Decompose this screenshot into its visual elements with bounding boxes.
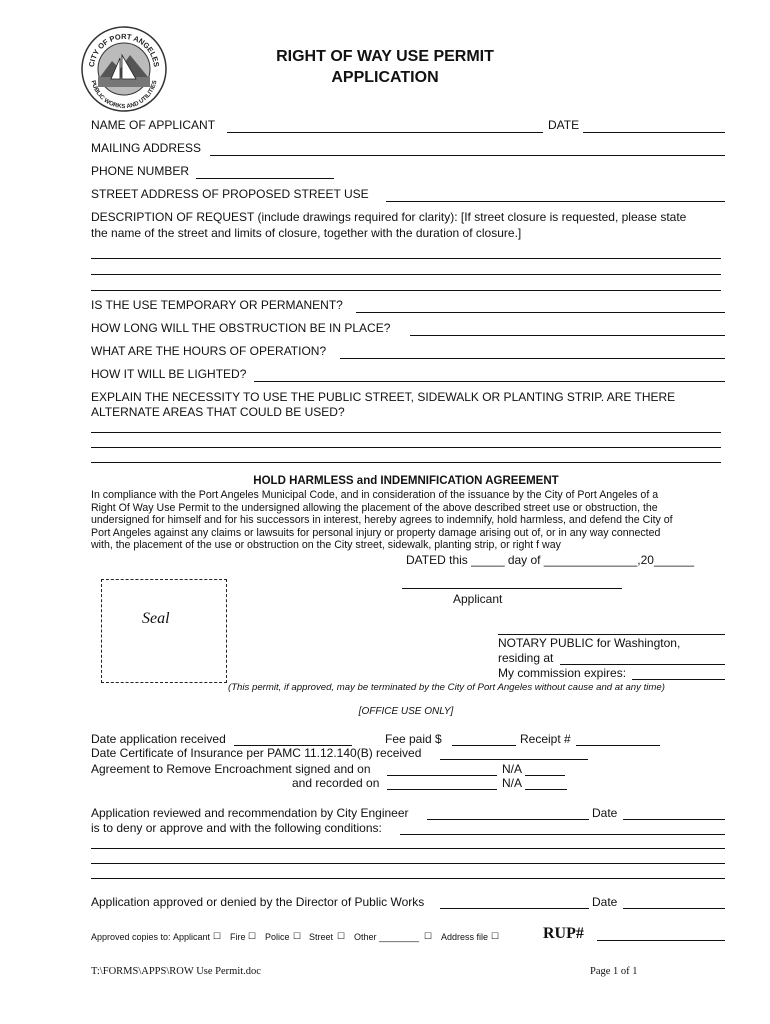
agreement-line-1: In compliance with the Port Angeles Municipal Code, and in consideration of the issuance by the City of Port Angeles of a xyxy=(91,489,659,501)
agreement-line-4: Port Angeles against any claims or lawsuits for personal injury or property damage arising out of, or in any way connected xyxy=(91,526,661,539)
description-field-line3[interactable] xyxy=(91,290,721,291)
description-label-line2: the name of the street and limits of closure, together with the duration of closure.] xyxy=(91,226,522,240)
seal-label: Seal xyxy=(142,610,170,627)
copy-police-checkbox[interactable]: ☐ xyxy=(293,931,302,941)
receipt-label: Receipt # xyxy=(520,732,571,746)
deny-approve-label: is to deny or approve and with the following conditions: xyxy=(91,821,382,835)
phone-label: PHONE NUMBER xyxy=(91,164,190,178)
applicant-label: Applicant xyxy=(453,592,503,606)
rup-label: RUP# xyxy=(543,925,584,942)
agreement-text xyxy=(91,489,731,552)
logo-ring-top: CITY OF PORT ANGELES xyxy=(87,31,161,68)
notary-signature-field[interactable] xyxy=(498,634,725,635)
conditions-field-line4[interactable] xyxy=(91,878,725,879)
date-label: DATE xyxy=(548,118,580,132)
street-field[interactable] xyxy=(386,201,725,202)
hours-field[interactable] xyxy=(340,358,725,359)
copy-applicant-checkbox[interactable]: ☐ xyxy=(213,931,222,941)
name-label: NAME OF APPLICANT xyxy=(91,118,216,132)
reviewed-label: Application reviewed and recommendation by City Engineer xyxy=(91,806,409,820)
notary-residing-label: residing at xyxy=(498,651,554,665)
office-use-heading: [OFFICE USE ONLY] xyxy=(358,706,454,717)
copy-address-file-checkbox[interactable]: ☐ xyxy=(491,931,500,941)
description-field-line1[interactable] xyxy=(91,258,721,259)
copy-other-label: Other ________ xyxy=(354,932,420,942)
na-label-1: N/A xyxy=(502,762,523,776)
explain-field-line3[interactable] xyxy=(91,462,721,463)
copy-fire-label: Fire xyxy=(230,932,246,942)
footer-file-path: T:\FORMS\APPS\ROW Use Permit.doc xyxy=(91,966,261,977)
how-long-field[interactable] xyxy=(410,335,725,336)
copy-fire-checkbox[interactable]: ☐ xyxy=(248,931,257,941)
form-title-line2: APPLICATION xyxy=(331,69,439,86)
recorded-on-label: and recorded on xyxy=(292,776,380,790)
description-field-line2[interactable] xyxy=(91,274,721,275)
explain-label-line1: EXPLAIN THE NECESSITY TO USE THE PUBLIC STREET, SIDEWALK OR PLANTING STRIP. ARE THERE xyxy=(91,390,676,404)
copy-other-checkbox[interactable]: ☐ xyxy=(424,931,433,941)
conditions-field-line3[interactable] xyxy=(91,863,725,864)
copy-street-checkbox[interactable]: ☐ xyxy=(337,931,346,941)
conditions-field-line2[interactable] xyxy=(91,848,725,849)
certificate-field[interactable] xyxy=(440,759,588,760)
conditions-field-line1[interactable] xyxy=(400,834,725,835)
disclaimer-text: (This permit, if approved, may be terminated by the City of Port Angeles without cause and at any time) xyxy=(228,682,665,693)
na-field-2[interactable] xyxy=(525,789,567,790)
lighted-field[interactable] xyxy=(254,381,725,382)
mailing-field[interactable] xyxy=(210,155,725,156)
dated-line: DATED this _____ day of ______________,20______ xyxy=(406,553,695,567)
agreement-heading: HOLD HARMLESS and INDEMNIFICATION AGREEMENT xyxy=(253,475,559,487)
name-field[interactable] xyxy=(227,132,543,133)
temporary-field[interactable] xyxy=(356,312,725,313)
approved-by-field[interactable] xyxy=(440,908,589,909)
reviewed-field[interactable] xyxy=(427,819,589,820)
street-label: STREET ADDRESS OF PROPOSED STREET USE xyxy=(91,187,369,201)
lighted-label: HOW IT WILL BE LIGHTED? xyxy=(91,367,247,381)
approved-date-field[interactable] xyxy=(623,908,725,909)
date-received-label: Date application received xyxy=(91,732,226,746)
na-label-2: N/A xyxy=(502,776,523,790)
form-title-line1: RIGHT OF WAY USE PERMIT xyxy=(276,48,494,65)
agreement-signed-label: Agreement to Remove Encroachment signed and on xyxy=(91,762,371,776)
phone-field[interactable] xyxy=(196,178,334,179)
temporary-label: IS THE USE TEMPORARY OR PERMANENT? xyxy=(91,298,343,312)
recorded-on-field[interactable] xyxy=(387,789,497,790)
approved-copies-label: Approved copies to: xyxy=(91,932,171,942)
fee-paid-field[interactable] xyxy=(452,745,516,746)
date-field[interactable] xyxy=(583,132,725,133)
seal-box xyxy=(101,579,227,683)
explain-field-line2[interactable] xyxy=(91,447,721,448)
copy-street-label: Street xyxy=(309,932,334,942)
approved-by-label: Application approved or denied by the Director of Public Works xyxy=(91,895,425,909)
how-long-label: HOW LONG WILL THE OBSTRUCTION BE IN PLACE? xyxy=(91,321,391,335)
certificate-label: Date Certificate of Insurance per PAMC 11.12.140(B) received xyxy=(91,746,422,760)
description-label-line1: DESCRIPTION OF REQUEST (include drawings required for clarity): [If street closure is requested, please state xyxy=(91,210,687,224)
fee-paid-label: Fee paid $ xyxy=(385,732,442,746)
copy-police-label: Police xyxy=(265,932,290,942)
agreement-signed-field[interactable] xyxy=(387,775,497,776)
notary-commission-label: My commission expires: xyxy=(498,666,627,680)
copy-address-file-label: Address file xyxy=(441,932,489,942)
agreement-line-2: Right Of Way Use Permit to the undersigned allowing the placement of the above described street use or obstruction, the xyxy=(91,501,658,514)
reviewed-date-field[interactable] xyxy=(623,819,725,820)
logo-ring-bottom: PUBLIC WORKS AND UTILITIES xyxy=(89,79,159,111)
explain-label-line2: ALTERNATE AREAS THAT COULD BE USED? xyxy=(91,405,345,419)
notary-commission-field[interactable] xyxy=(632,679,725,680)
notary-residing-field[interactable] xyxy=(560,664,725,665)
receipt-field[interactable] xyxy=(576,745,660,746)
applicant-signature-field[interactable] xyxy=(402,588,622,589)
copy-applicant-label: Applicant xyxy=(173,932,211,942)
approved-date-label: Date xyxy=(592,895,618,909)
agreement-line-3: undersigned for himself and for his successors in interest, hereby agrees to indemnify, hold harmless, and defend the City of xyxy=(91,514,673,527)
reviewed-date-label: Date xyxy=(592,806,618,820)
hours-label: WHAT ARE THE HOURS OF OPERATION? xyxy=(91,344,327,358)
agreement-line-5: with, the placement of the use or obstruction on the City street, sidewalk, planting strip, or right f way xyxy=(91,539,561,552)
notary-line1: NOTARY PUBLIC for Washington, xyxy=(498,636,681,650)
mailing-label: MAILING ADDRESS xyxy=(91,141,202,155)
rup-number-field[interactable] xyxy=(597,940,725,941)
footer-page-number: Page 1 of 1 xyxy=(590,966,638,977)
explain-field-line1[interactable] xyxy=(91,432,721,433)
na-field-1[interactable] xyxy=(525,775,565,776)
